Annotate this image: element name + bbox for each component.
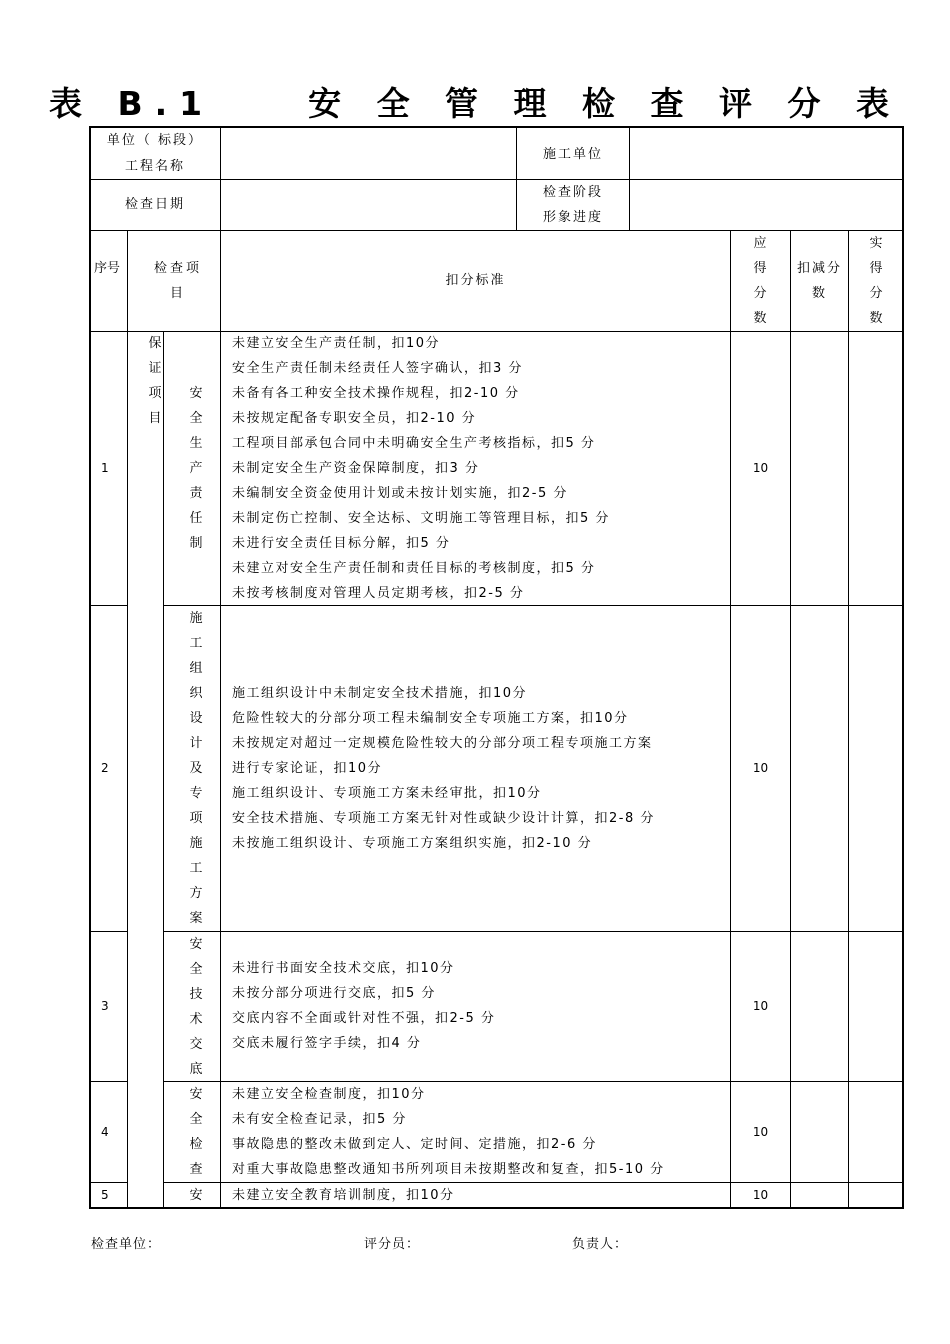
- row-4-actual-input[interactable]: [850, 1083, 902, 1180]
- project-name-label: 工程名称: [124, 159, 185, 174]
- row-3-actual-input[interactable]: [850, 933, 902, 1079]
- check-date-value[interactable]: [222, 181, 514, 229]
- footer-scorer: 评分员：: [364, 1237, 421, 1252]
- criterion: 未制定安全生产资金保障制度，扣3 分: [232, 461, 480, 476]
- row-divider: [163, 931, 904, 932]
- row-divider: [89, 179, 904, 180]
- row-5-actual-input[interactable]: [850, 1184, 902, 1206]
- criterion: 未编制安全资金使用计划或未按计划实施，扣2-5 分: [232, 486, 568, 501]
- col-actual: 实得分数: [869, 236, 883, 326]
- criterion: 交底未履行签字手续，扣4 分: [232, 1036, 422, 1051]
- criterion: 工程项目部承包合同中未明确安全生产考核指标，扣5 分: [232, 436, 596, 451]
- criterion: 未建立安全教育培训制度，扣10分: [232, 1188, 455, 1203]
- criterion: 未有安全检查记录，扣5 分: [232, 1112, 407, 1127]
- row-2-item: 施工组织设计及专项施工方案: [189, 611, 203, 926]
- criterion: 未按规定配备专职安全员，扣2-10 分: [232, 411, 477, 426]
- row-1-actual-input[interactable]: [850, 333, 902, 603]
- row-4-no: 4: [101, 1125, 109, 1139]
- row-4-score: 10: [752, 1125, 769, 1139]
- row-1-deduct-input[interactable]: [792, 333, 847, 603]
- criterion: 未建立安全检查制度，扣10分: [232, 1087, 426, 1102]
- row-divider: [89, 605, 127, 606]
- criterion: 未按施工组织设计、专项施工方案组织实施，扣2-10 分: [232, 836, 593, 851]
- criterion: 未按规定对超过一定规模危险性较大的分部分项工程专项施工方案: [232, 736, 653, 751]
- row-2-no: 2: [101, 761, 109, 775]
- criterion: 未备有各工种安全技术操作规程，扣2-10 分: [232, 386, 520, 401]
- row-5-no: 5: [101, 1188, 109, 1202]
- row-divider: [89, 1182, 127, 1183]
- row-4-item: 安全检查: [189, 1087, 203, 1177]
- construction-unit-value[interactable]: [631, 130, 901, 178]
- col-divider: [163, 331, 164, 1208]
- row-1-item: 安全生产责任制: [189, 386, 203, 551]
- row-2-criteria: [232, 681, 655, 856]
- criterion: 未进行安全责任目标分解，扣5 分: [232, 536, 451, 551]
- row-5-criteria: [232, 1183, 455, 1208]
- check-stage-value[interactable]: [631, 181, 901, 229]
- criterion: 未按考核制度对管理人员定期考核，扣2-5 分: [232, 586, 525, 601]
- row-3-score: 10: [752, 999, 769, 1013]
- footer-responsible: 负责人：: [572, 1237, 629, 1252]
- criterion: 未按分部分项进行交底，扣5 分: [232, 986, 436, 1001]
- check-stage-label: 检查阶段: [542, 185, 603, 200]
- col-deduct: 扣减分数: [796, 261, 842, 301]
- criterion: 未建立安全生产责任制，扣10分: [232, 336, 441, 351]
- row-divider: [89, 1081, 127, 1082]
- col-item: 检查项目: [153, 261, 202, 301]
- criterion: 施工组织设计中未制定安全技术措施，扣10分: [232, 686, 528, 701]
- criterion: 进行专家论证，扣10分: [232, 761, 383, 776]
- row-3-criteria: [232, 956, 495, 1056]
- criterion: 交底内容不全面或针对性不强，扣2-5 分: [232, 1011, 496, 1026]
- row-2-score: 10: [752, 761, 769, 775]
- criterion: 对重大事故隐患整改通知书所列项目未按期整改和复查，扣5-10 分: [232, 1162, 665, 1177]
- row-4-deduct-input[interactable]: [792, 1083, 847, 1180]
- page-title: 表 B.1 安 全 管 理 检 查 评 分 表: [48, 84, 901, 123]
- row-3-no: 3: [101, 999, 109, 1013]
- row-2-actual-input[interactable]: [850, 607, 902, 929]
- row-5-score: 10: [752, 1188, 769, 1202]
- criterion: 安全技术措施、专项施工方案无针对性或缺少设计计算，扣2-8 分: [232, 811, 655, 826]
- row-3-item: 安全技术交底: [189, 937, 203, 1077]
- project-name-value[interactable]: [222, 130, 514, 178]
- col-divider: [848, 230, 849, 1208]
- col-divider: [127, 230, 128, 1208]
- row-1-no: 1: [101, 461, 109, 475]
- criterion: 安全生产责任制未经责任人签字确认，扣3 分: [232, 361, 523, 376]
- row-2-deduct-input[interactable]: [792, 607, 847, 929]
- row-divider: [89, 230, 904, 231]
- row-1-criteria: [232, 331, 610, 606]
- row-divider: [89, 931, 127, 932]
- group-label: 保证项目: [148, 336, 162, 426]
- progress-label: 形象进度: [542, 210, 603, 225]
- criterion: 施工组织设计、专项施工方案未经审批，扣10分: [232, 786, 542, 801]
- col-divider: [790, 230, 791, 1208]
- col-due: 应得分数: [753, 236, 767, 326]
- col-criteria: 扣分标准: [445, 273, 506, 288]
- footer-inspect-unit: 检查单位：: [91, 1237, 162, 1252]
- col-seq: 序号: [93, 261, 120, 276]
- criterion: 未制定伤亡控制、安全达标、文明施工等管理目标，扣5 分: [232, 511, 610, 526]
- col-divider: [730, 230, 731, 1208]
- criterion: 危险性较大的分部分项工程未编制安全专项施工方案，扣10分: [232, 711, 629, 726]
- row-5-item: 安: [189, 1188, 203, 1203]
- criterion: 事故隐患的整改未做到定人、定时间、定措施，扣2-6 分: [232, 1137, 597, 1152]
- check-date-label: 检查日期: [124, 197, 185, 212]
- col-divider: [629, 127, 630, 230]
- construction-unit-label: 施工单位: [542, 147, 603, 162]
- row-5-deduct-input[interactable]: [792, 1184, 847, 1206]
- row-1-score: 10: [752, 461, 769, 475]
- row-3-deduct-input[interactable]: [792, 933, 847, 1079]
- row-4-criteria: [232, 1082, 665, 1182]
- unit-label: 单位（ 标段）: [106, 133, 204, 148]
- criterion: 未进行书面安全技术交底，扣10分: [232, 961, 455, 976]
- criterion: 未建立对安全生产责任制和责任目标的考核制度，扣5 分: [232, 561, 596, 576]
